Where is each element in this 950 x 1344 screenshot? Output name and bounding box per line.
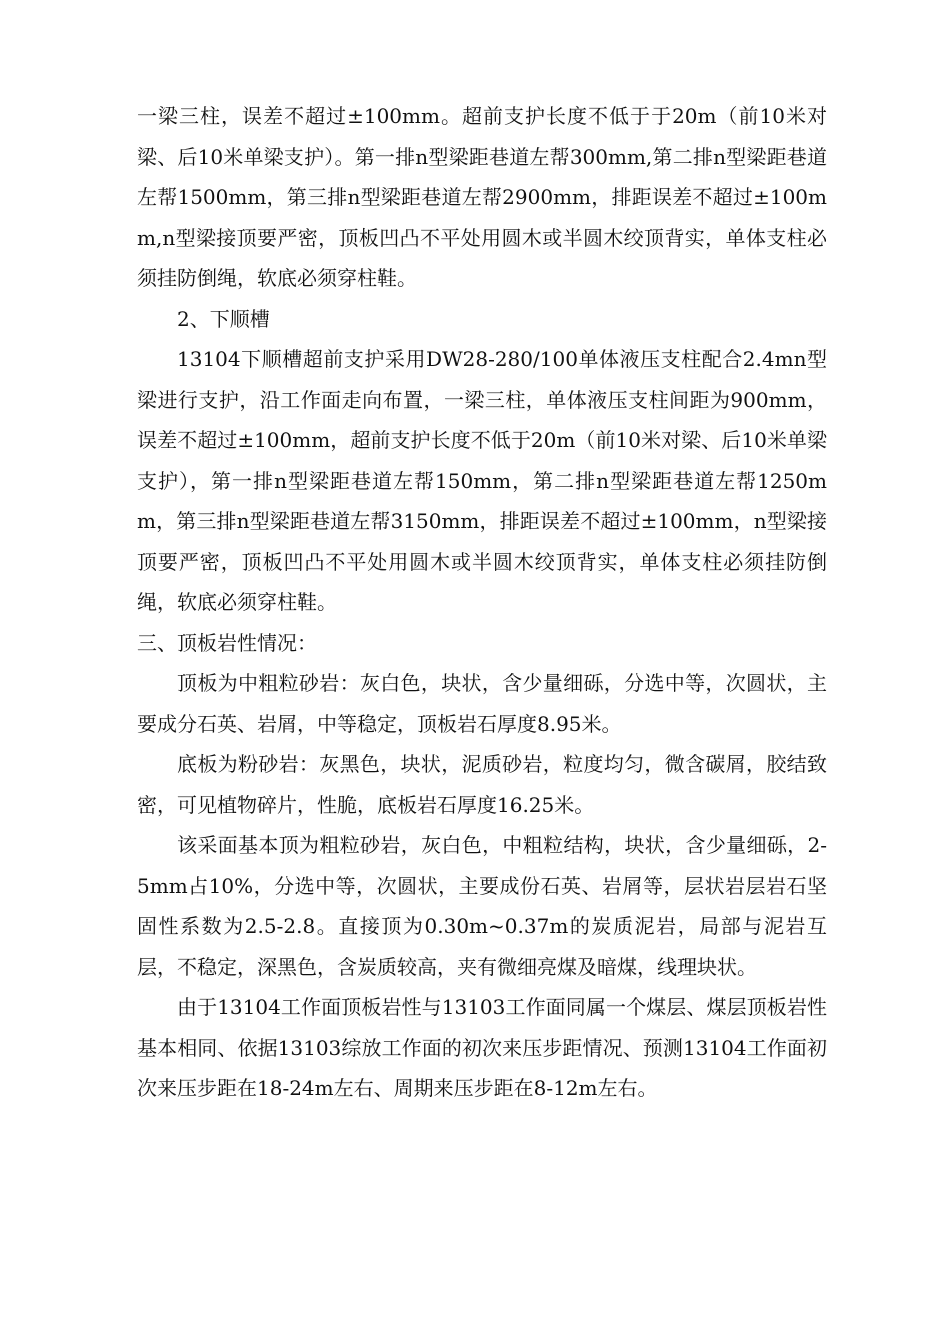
paragraph-weighting-interval: 由于13104工作面顶板岩性与13103工作面同属一个煤层、煤层顶板岩性基本相同、依据13103综放工作面的初次来压步距情况、预测13104工作面初次来压步距在18-24m左右、周期来压步距在8-12m左右。: [137, 995, 827, 1100]
paragraph-support-upper-continued: 一梁三柱，误差不超过±100mm。超前支护长度不低于于20m（前10米对梁、后10米单梁支护）。第一排n型梁距巷道左帮300mm,第二排n型梁距巷道左帮1500mm，第三排n型梁距巷道左帮2900mm，排距误差不超过±100mm,n型梁接顶要严密，顶板凹凸不平处用圆木或半圆木绞顶背实，单体支柱必须挂防倒绳，软底必须穿柱鞋。: [137, 104, 827, 290]
subheading-lower-trough: 2、下顺槽: [177, 306, 270, 331]
paragraph-main-roof: 该采面基本顶为粗粒砂岩，灰白色，中粗粒结构，块状，含少量细砾，2-5mm占10%，分选中等，次圆状，主要成份石英、岩屑等，层状岩层岩石坚固性系数为2.5-2.8。直接顶为0.30m~0.37m的炭质泥岩，局部与泥岩互层，不稳定，深黑色，含炭质较高，夹有微细亮煤及暗煤，线理块状。: [137, 833, 827, 979]
paragraph-roof-sandstone: 顶板为中粗粒砂岩：灰白色，块状，含少量细砾，分选中等，次圆状，主要成分石英、岩屑，中等稳定，顶板岩石厚度8.95米。: [137, 671, 827, 736]
section-heading-roof-lithology: 三、顶板岩性情况：: [137, 630, 317, 655]
paragraph-floor-siltstone: 底板为粉砂岩：灰黑色，块状，泥质砂岩，粒度均匀，微含碳屑，胶结致密，可见植物碎片，性脆，底板岩石厚度16.25米。: [137, 752, 827, 817]
paragraph-lower-trough-support: 13104下顺槽超前支护采用DW28-280/100单体液压支柱配合2.4mn型梁进行支护，沿工作面走向布置，一梁三柱，单体液压支柱间距为900mm，误差不超过±100mm，超前支护长度不低于20m（前10米对梁、后10米单梁支护），第一排n型梁距巷道左帮150mm，第二排n型梁距巷道左帮1250mm，第三排n型梁距巷道左帮3150mm，排距误差不超过±100mm，n型梁接顶要严密，顶板凹凸不平处用圆木或半圆木绞顶背实，单体支柱必须挂防倒绳，软底必须穿柱鞋。: [137, 347, 827, 614]
document-body: [137, 96, 827, 1109]
